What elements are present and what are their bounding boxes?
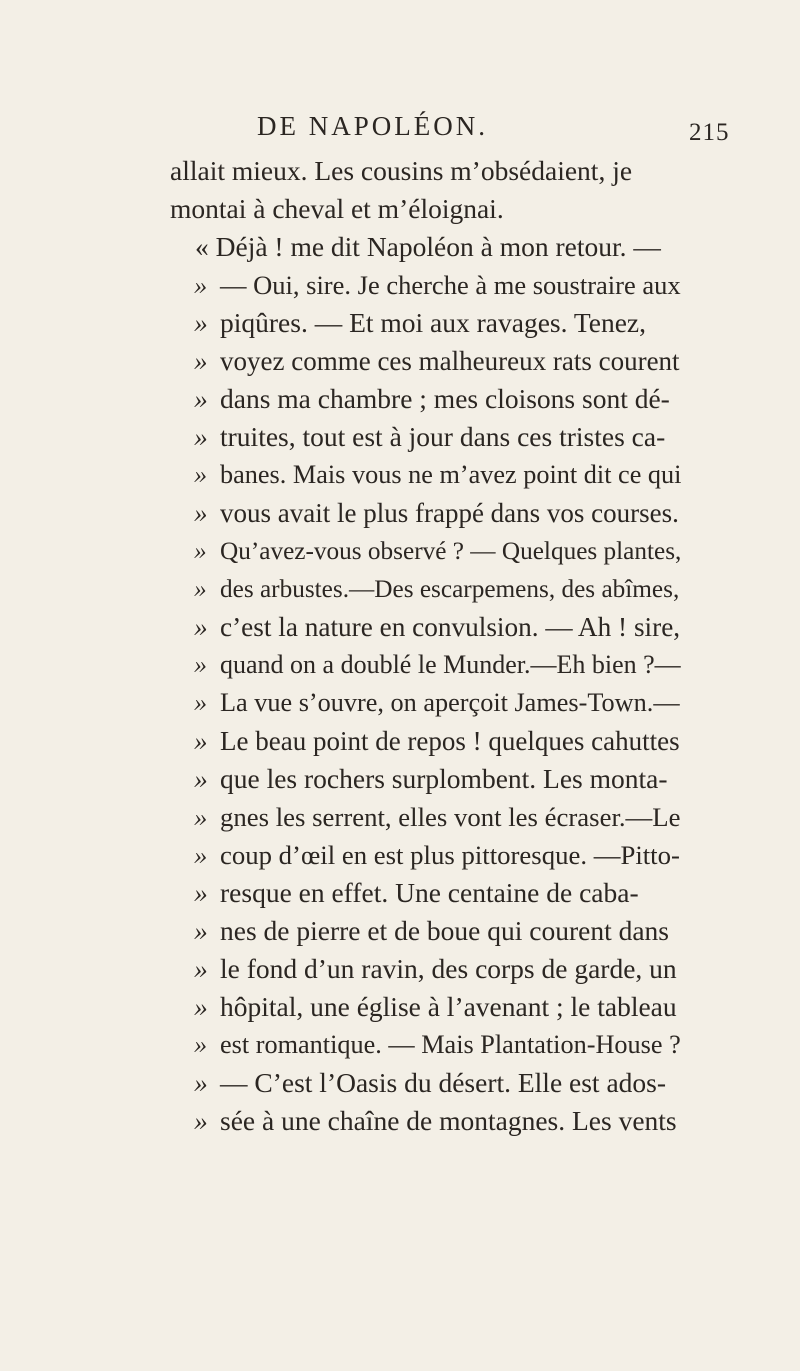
- text-line: » La vue s’ouvre, on aperçoit James-Town.—: [194, 684, 680, 722]
- text-line: » est romantique. — Mais Plantation-House ?: [194, 1026, 681, 1064]
- text-line: » Qu’avez-vous observé ? — Quelques plantes,: [194, 532, 681, 570]
- text-line: » quand on a doublé le Munder.—Eh bien ?—: [194, 646, 681, 684]
- quote-mark: »: [194, 953, 208, 984]
- quote-mark: »: [194, 537, 207, 565]
- quote-mark: »: [194, 383, 208, 414]
- quote-mark: »: [194, 346, 208, 376]
- text-line: » coup d’œil en est plus pittoresque. —Pitto-: [194, 836, 680, 874]
- text-line: montai à cheval et m’éloignai.: [170, 193, 504, 224]
- text-line: » hôpital, une église à l’avenant ; le tableau: [194, 988, 677, 1026]
- running-title: DE NAPOLÉON.: [257, 111, 488, 141]
- text-line: » dans ma chambre ; mes cloisons sont dé-: [194, 380, 670, 418]
- page-number: 215: [689, 119, 730, 146]
- text-line: » resque en effet. Une centaine de caba-: [194, 874, 639, 912]
- quote-mark: »: [194, 498, 208, 528]
- quote-mark: »: [194, 688, 208, 717]
- quote-mark: »: [194, 1105, 208, 1136]
- quote-mark: »: [194, 877, 208, 908]
- quote-mark: »: [194, 915, 208, 946]
- text-line: » le fond d’un ravin, des corps de garde, un: [194, 950, 677, 988]
- quote-mark: »: [194, 802, 208, 832]
- quote-mark: »: [194, 650, 207, 679]
- text-line: » que les rochers surplombent. Les monta-: [194, 760, 668, 798]
- quote-mark: »: [194, 612, 208, 642]
- quote-mark: »: [194, 1067, 208, 1098]
- text-line: » c’est la nature en convulsion. — Ah ! sire,: [194, 608, 680, 646]
- text-line: » — C’est l’Oasis du désert. Elle est ados-: [194, 1064, 666, 1102]
- text-line: » sée à une chaîne de montagnes. Les vents: [194, 1102, 677, 1140]
- text-line: » — Oui, sire. Je cherche à me soustraire aux: [194, 266, 681, 304]
- text-line: » Le beau point de repos ! quelques cahuttes: [194, 722, 680, 760]
- quote-mark: »: [194, 991, 208, 1022]
- text-line: » des arbustes.—Des escarpemens, des abîmes,: [194, 570, 679, 608]
- quote-mark: »: [194, 421, 208, 452]
- quote-mark: »: [194, 460, 208, 489]
- quote-mark: »: [194, 840, 208, 870]
- text-line: » gnes les serrent, elles vont les écraser.—Le: [194, 798, 681, 836]
- quote-mark: »: [194, 726, 208, 756]
- text-line: » piqûres. — Et moi aux ravages. Tenez,: [194, 304, 646, 342]
- text-line: » truites, tout est à jour dans ces tristes ca-: [194, 418, 665, 456]
- text-line: « Déjà ! me dit Napoléon à mon retour. —: [195, 231, 661, 262]
- running-head: [0, 108, 800, 148]
- text-line: » voyez comme ces malheureux rats courent: [194, 342, 680, 380]
- text-line: allait mieux. Les cousins m’obsédaient, je: [170, 155, 633, 186]
- text-line: » banes. Mais vous ne m’avez point dit ce qui: [194, 456, 681, 494]
- quote-mark: »: [194, 307, 208, 338]
- quote-mark: »: [194, 763, 208, 794]
- quote-mark: »: [194, 1030, 208, 1059]
- text-line: » nes de pierre et de boue qui courent dans: [194, 912, 669, 950]
- quote-mark: »: [194, 575, 207, 603]
- text-line: » vous avait le plus frappé dans vos courses.: [194, 494, 679, 532]
- quote-mark: »: [194, 270, 208, 300]
